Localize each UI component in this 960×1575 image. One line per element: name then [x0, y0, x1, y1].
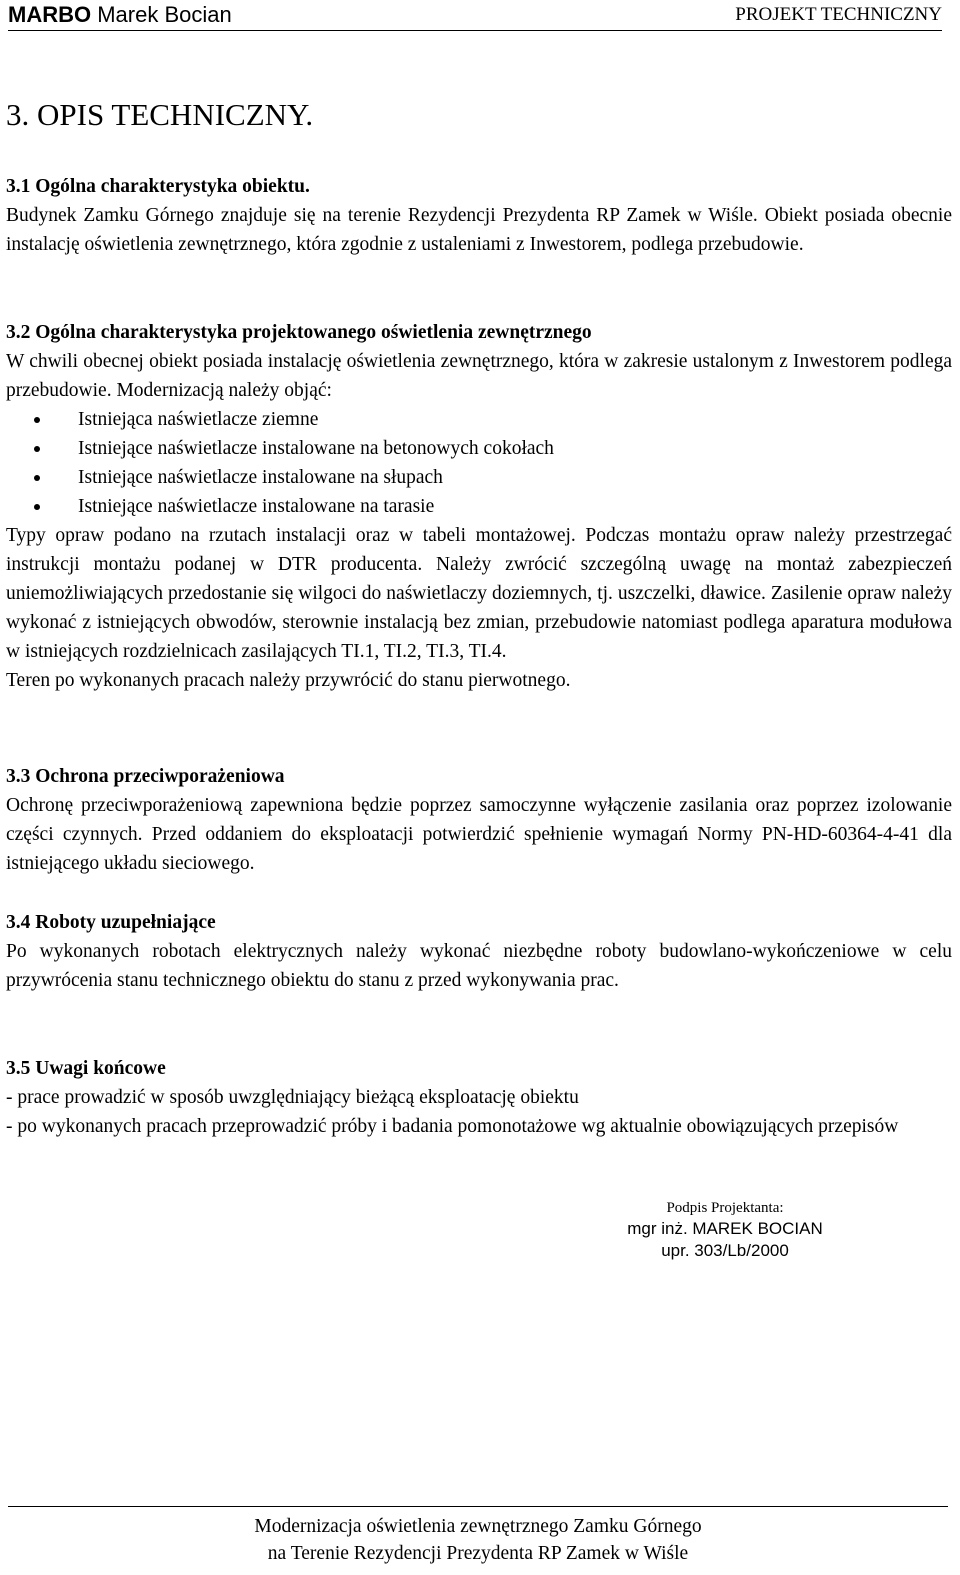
page-header — [8, 0, 942, 31]
list-item — [6, 463, 952, 492]
section-title: 3.4 Roboty uzupełniające — [6, 912, 216, 933]
bullet-icon — [34, 504, 40, 510]
brand-logo — [8, 2, 232, 28]
section-3-4 — [6, 908, 952, 995]
list-item — [6, 492, 952, 521]
section-paragraph: Budynek Zamku Górnego znajduje się na terenie Rezydencji Prezydenta RP Zamek w Wiśle. Obiekt posiada obecnie instalację oświetlenia zewnętrznego, która zgodnie z ustaleniami z Inwestorem, podlega przebudowie. — [6, 205, 952, 255]
section-3-3 — [6, 762, 952, 878]
list-item-text: Istniejące naświetlacze instalowane na betonowych cokołach — [78, 438, 554, 459]
bullet-icon — [34, 446, 40, 452]
designer-name: mgr inż. MAREK BOCIAN — [627, 1219, 823, 1238]
section-line: - prace prowadzić w sposób uwzględniający bieżącą eksploatację obiektu — [6, 1087, 579, 1108]
section-intro: W chwili obecnej obiekt posiada instalację oświetlenia zewnętrznego, która w zakresie ustalonym z Inwestorem podlega przebudowie. Modernizacją należy objąć: — [6, 351, 952, 401]
brand-name: Marek Bocian — [97, 2, 232, 27]
list-item — [6, 434, 952, 463]
footer-line-2: na Terenie Rezydencji Prezydenta RP Zamek w Wiśle — [267, 1543, 689, 1564]
signature-label: Podpis Projektanta: — [666, 1200, 784, 1216]
bullet-list — [6, 405, 952, 521]
section-title: 3.1 Ogólna charakterystyka obiektu. — [6, 176, 310, 197]
list-item — [6, 405, 952, 434]
section-title: 3.2 Ogólna charakterystyka projektowanego oświetlenia zewnętrznego — [6, 322, 592, 343]
section-paragraph: Typy opraw podano na rzutach instalacji oraz w tabeli montażowej. Podczas montażu opraw należy przestrzegać instrukcji montażu podanej w DTR producenta. Należy zwrócić szczególną uwagę na montaż zabezpieczeń uniemożliwiających przedostanie się wilgoci do naświetlaczy doziemnych, tj. uszczelki, dławice. Zasilenie opraw należy wykonać z istniejących obwodów, sterownie instalacją bez zmian, przebudowie natomiast podlega aparatura modułowa w istniejących rozdzielnicach zasilających TI.1, TI.2, TI.3, TI.4. — [6, 525, 952, 662]
list-item-text: Istniejąca naświetlacze ziemne — [78, 409, 319, 430]
section-3-1 — [6, 172, 952, 259]
section-3-5 — [6, 1054, 952, 1141]
page-footer — [8, 1506, 948, 1567]
brand-bold: MARBO — [8, 2, 92, 27]
bullet-icon — [34, 475, 40, 481]
list-item-text: Istniejące naświetlacze instalowane na słupach — [78, 467, 443, 488]
main-title: 3. OPIS TECHNICZNY. — [6, 97, 314, 132]
section-paragraph: Teren po wykonanych pracach należy przywrócić do stanu pierwotnego. — [6, 670, 571, 691]
bullet-icon — [34, 417, 40, 423]
section-paragraph: Ochronę przeciwporażeniową zapewniona będzie poprzez samoczynne wyłączenie zasilania oraz poprzez izolowanie części czynnych. Przed oddaniem do eksploatacji potwierdzić spełnienie wymagań Normy PN-HD-60364-4-41 dla istniejącego układu sieciowego. — [6, 795, 952, 874]
list-item-text: Istniejące naświetlacze instalowane na tarasie — [78, 496, 435, 517]
signature-block — [600, 1198, 850, 1262]
footer-line-1: Modernizacja oświetlenia zewnętrznego Zamku Górnego — [254, 1516, 702, 1537]
header-doc-type: PROJEKT TECHNICZNY — [735, 4, 942, 25]
section-3-2 — [6, 318, 952, 695]
section-title: 3.3 Ochrona przeciwporażeniowa — [6, 766, 285, 787]
section-line: - po wykonanych pracach przeprowadzić próby i badania pomonotażowe wg aktualnie obowiązujących przepisów — [6, 1116, 899, 1137]
section-title: 3.5 Uwagi końcowe — [6, 1058, 166, 1079]
section-paragraph: Po wykonanych robotach elektrycznych należy wykonać niezbędne roboty budowlano-wykończeniowe w celu przywrócenia stanu technicznego obiektu do stanu z przed wykonywania prac. — [6, 941, 952, 991]
designer-license: upr. 303/Lb/2000 — [661, 1241, 789, 1260]
